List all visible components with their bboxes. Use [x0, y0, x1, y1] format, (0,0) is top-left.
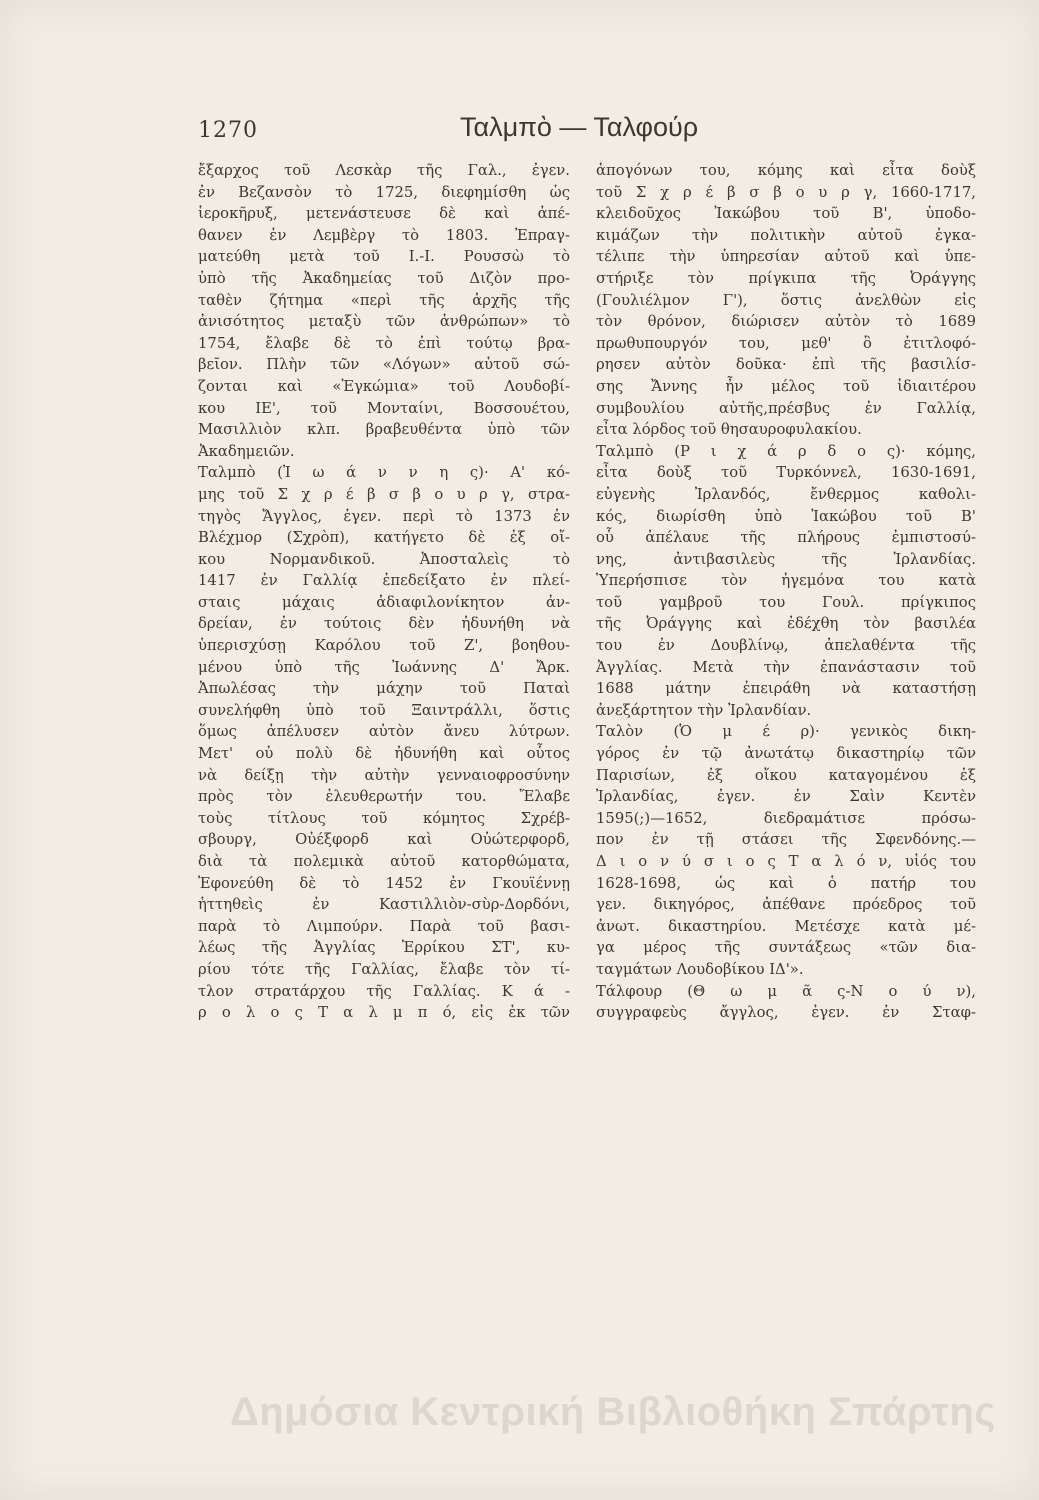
text-line: γόρος ἐν τῷ ἀνωτάτῳ δικαστηρίῳ τῶν: [596, 745, 976, 763]
text-line: παρὰ τὸ Λιμπούρν. Παρὰ τοῦ βασι-: [198, 917, 570, 935]
text-line: ρησεν αὐτὸν δοῦκα· ἐπὶ τῆς βασιλίσ-: [596, 356, 976, 374]
text-line: Παρισίων, ἐξ οἴκου καταγομένου ἐξ: [596, 766, 976, 784]
text-line: νης, ἀντιβασιλεὺς τῆς Ἰρλανδίας.: [596, 550, 976, 568]
left-column: [198, 160, 570, 1024]
text-line: εὐγενὴς Ἰρλανδός, ἔνθερμος καθολι-: [596, 485, 976, 503]
text-line: Ἀπωλέσας τὴν μάχην τοῦ Παταὶ: [198, 680, 570, 698]
text-line: ἔξαρχος τοῦ Λεσκὰρ τῆς Γαλ., ἐγεν.: [198, 162, 570, 179]
text-line: 1595(;)—1652, διεδραμάτισε πρόσω-: [596, 809, 976, 827]
text-line: τοῦ Σ χ ρ έ β σ β ο υ ρ γ, 1660-1717,: [596, 183, 976, 201]
library-watermark: Δημόσια Κεντρική Βιβλιοθήκη Σπάρτης: [230, 1390, 996, 1434]
text-line: Δ ι ο ν ύ σ ι ο ς Τ α λ ό ν, υἱός του: [596, 853, 976, 870]
text-line: ταθὲν ζήτημα «περὶ τῆς ἀρχῆς τῆς: [198, 291, 570, 309]
text-line: τηγὸς Ἄγγλος, ἐγεν. περὶ τὸ 1373 ἐν: [198, 507, 570, 525]
text-line: Ἀγγλίας. Μετὰ τὴν ἐπανάστασιν τοῦ: [596, 658, 976, 676]
text-line: Μετ' οὐ πολὺ δὲ ἠδυνήθη καὶ οὗτος: [198, 745, 570, 763]
text-line: στήριξε τὸν πρίγκιπα τῆς Ὀράγγης: [596, 269, 976, 287]
text-line: Ἰρλανδίας, ἐγεν. ἐν Σαὶν Κεντὲν: [596, 788, 976, 806]
text-line: Ὑπερήσπισε τὸν ἡγεμόνα του κατὰ: [596, 572, 976, 590]
text-line: πρὸς τὸν ἐλευθερωτήν του. Ἔλαβε: [198, 788, 570, 806]
text-line: ὅμως ἀπέλυσεν αὐτὸν ἄνευ λύτρων.: [198, 723, 570, 741]
text-line: μένου ὑπὸ τῆς Ἰωάννης Δ' Ἄρκ.: [198, 658, 570, 676]
text-line: ἀνωτ. δικαστηρίου. Μετέσχε κατὰ μέ-: [596, 917, 976, 935]
text-line: του ἐν Δουβλίνῳ, ἀπελαθέντα τῆς: [596, 637, 976, 655]
text-line: μης τοῦ Σ χ ρ έ β σ β ο υ ρ γ, στρα-: [198, 485, 570, 503]
text-line: Ταλὸν (Ὁ μ έ ρ)· γενικὸς δικη-: [596, 723, 976, 741]
text-line: Βλέχμορ (Σχρὸπ), κατήγετο δὲ ἐξ οἴ-: [198, 529, 570, 547]
text-line: βεῖον. Πλὴν τῶν «Λόγων» αὐτοῦ σώ-: [198, 356, 570, 374]
text-line: τέλιπε τὴν ὑπηρεσίαν αὐτοῦ καὶ ὑπε-: [596, 248, 976, 266]
text-line: εἶτα λόρδος τοῦ θησαυροφυλακίου.: [596, 421, 862, 439]
text-line: οὗ ἀπέλαυε τῆς πλήρους ἐμπιστοσύ-: [596, 529, 976, 547]
text-line: γα μέρος τῆς συντάξεως «τῶν δια-: [596, 939, 976, 957]
text-line: θανεν ἐν Λεμβὲργ τὸ 1803. Ἐπραγ-: [198, 226, 570, 244]
text-line: διὰ τὰ πολεμικὰ αὐτοῦ κατορθώματα,: [198, 853, 570, 870]
text-line: (Γουλιέλμον Γ'), ὅστις ἀνελθὼν εἰς: [596, 291, 976, 309]
text-line: 1754, ἔλαβε δὲ τὸ ἐπὶ τούτῳ βρα-: [198, 334, 570, 352]
text-line: λέως τῆς Ἀγγλίας Ἑρρίκου ΣΤ', κυ-: [198, 939, 570, 957]
text-line: 1688 μάτην ἐπειράθη νὰ καταστήσῃ: [596, 680, 976, 698]
text-line: κός, διωρίσθη ὑπὸ Ἰακώβου τοῦ Β': [596, 507, 976, 525]
text-line: Ταλμπὸ (Ἰ ω ά ν ν η ς)· Α' κό-: [198, 464, 570, 482]
text-line: ματεύθη μετὰ τοῦ Ι.-Ι. Ρουσσὼ τὸ: [198, 248, 570, 266]
text-line: 1628-1698, ὡς καὶ ὁ πατήρ του: [596, 874, 976, 892]
text-line: συμβουλίου αὐτῆς,πρέσβυς ἐν Γαλλίᾳ,: [596, 399, 976, 417]
text-line: σταις μάχαις ἀδιαφιλονίκητον ἀν-: [198, 593, 570, 611]
text-line: κλειδοῦχος Ἰακώβου τοῦ Β', ὑποδο-: [596, 205, 976, 223]
text-line: νὰ δείξῃ τὴν αὐτὴν γενναιοφροσύνην: [198, 766, 570, 784]
text-line: πον ἐν τῇ στάσει τῆς Σφενδόνης.—: [596, 831, 976, 849]
text-line: ἐν Βεζανσὸν τὸ 1725, διεφημίσθη ὡς: [198, 183, 570, 201]
text-line: σης Ἄννης ἦν μέλος τοῦ ἰδιαιτέρου: [596, 377, 976, 395]
text-line: τοὺς τίτλους τοῦ κόμητος Σχρέβ-: [198, 809, 570, 827]
text-line: τλον στρατάρχου τῆς Γαλλίας. Κ ά -: [198, 982, 570, 1000]
text-line: συνελήφθη ὑπὸ τοῦ Ξαιντράλλι, ὅστις: [198, 701, 570, 719]
page-number: 1270: [198, 118, 258, 143]
text-line: ζονται καὶ «Ἐγκώμια» τοῦ Λουδοβί-: [198, 377, 570, 395]
text-line: ρ ο λ ο ς Τ α λ μ π ό, εἰς ἐκ τῶν: [198, 1004, 570, 1022]
text-line: σβουργ, Οὐέξφορδ καὶ Οὐώτερφορδ,: [198, 831, 570, 849]
right-column: [596, 160, 976, 1024]
text-line: συγγραφεὺς ἄγγλος, ἐγεν. ἐν Σταφ-: [596, 1004, 976, 1022]
text-line: δρείαν, ἐν τούτοις δὲν ἠδυνήθη νὰ: [198, 615, 570, 633]
text-line: πρωθυπουργόν του, μεθ' ὃ ἐτιτλοφό-: [596, 334, 976, 352]
text-line: τῆς Ὀράγγης καὶ ἐδέχθη τὸν βασιλέα: [596, 615, 976, 633]
text-line: κου ΙΕ', τοῦ Μονταίνι, Βοσσουέτου,: [198, 399, 570, 417]
text-line: ὑπερισχύσῃ Καρόλου τοῦ Ζ', βοηθου-: [198, 637, 570, 655]
text-line: 1417 ἐν Γαλλίᾳ ἐπεδείξατο ἐν πλεί-: [198, 572, 570, 590]
running-title: Ταλμπὸ — Ταλφούρ: [460, 112, 699, 142]
text-line: εἶτα δοὺξ τοῦ Τυρκόννελ, 1630-1691,: [596, 464, 976, 482]
page-header: [198, 112, 768, 152]
text-line: Τάλφουρ (Θ ω μ ᾶ ς-Ν ο ύ ν),: [596, 982, 976, 1000]
text-line: Μασιλλιὸν κλπ. βραβευθέντα ὑπὸ τῶν: [198, 421, 570, 439]
text-line: ὑπὸ τῆς Ἀκαδημείας τοῦ Διζὸν προ-: [198, 269, 570, 287]
text-line: τοῦ γαμβροῦ του Γουλ. πρίγκιπος: [596, 593, 976, 611]
text-line: κου Νορμανδικοῦ. Ἀποσταλεὶς τὸ: [198, 550, 570, 568]
text-line: ἡττηθεὶς ἐν Καστιλλιὸν-σὺρ-Δορδόνι,: [198, 896, 570, 914]
text-line: γεν. δικηγόρος, ἀπέθανε πρόεδρος τοῦ: [596, 896, 976, 914]
text-line: Ταλμπὸ (Ρ ι χ ά ρ δ ο ς)· κόμης,: [596, 442, 976, 460]
text-line: Ἀκαδημειῶν.: [198, 442, 295, 460]
text-line: Ἐφονεύθη δὲ τὸ 1452 ἐν Γκουϊέννῃ: [198, 874, 570, 892]
text-line: ἱεροκῆρυξ, μετενάστευσε δὲ καὶ ἀπέ-: [198, 205, 570, 223]
text-line: ἀνισότητος μεταξὺ τῶν ἀνθρώπων» τὸ: [198, 313, 570, 331]
text-line: ἀνεξάρτητον τὴν Ἰρλανδίαν.: [596, 701, 812, 719]
text-line: ρίου τότε τῆς Γαλλίας, ἔλαβε τὸν τί-: [198, 960, 570, 978]
text-line: τὸν θρόνον, διώρισεν αὐτὸν τὸ 1689: [596, 313, 976, 331]
text-line: ἀπογόνων του, κόμης καὶ εἶτα δοὺξ: [596, 162, 976, 179]
text-line: ταγμάτων Λουδοβίκου ΙΔ'».: [596, 960, 804, 978]
text-line: κιμάζων τὴν πολιτικὴν αὐτοῦ ἐγκα-: [596, 226, 976, 244]
